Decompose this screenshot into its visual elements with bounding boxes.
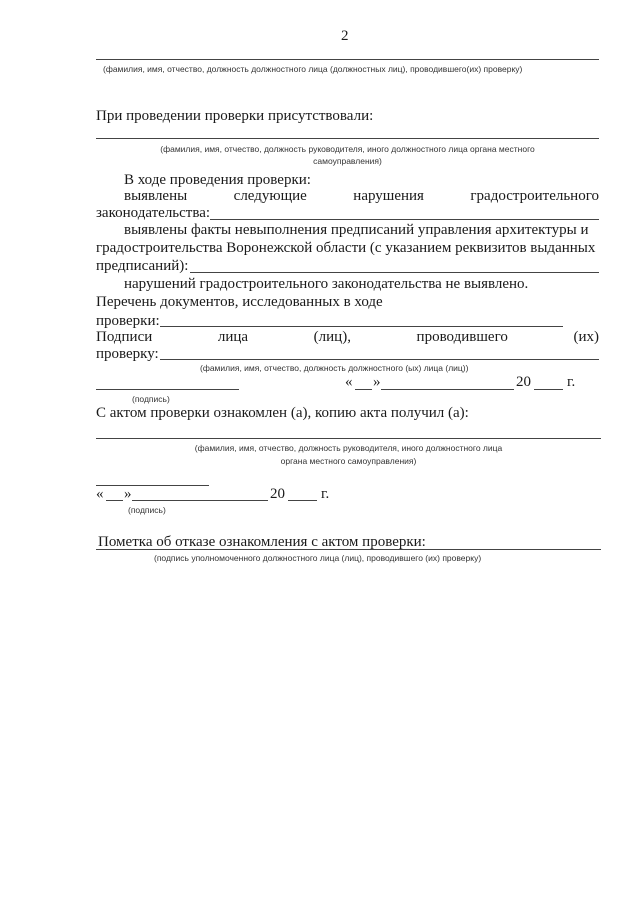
legislation-field-line[interactable] — [210, 219, 599, 220]
date-suffix: г. — [567, 374, 576, 390]
date-year-field[interactable] — [534, 389, 563, 390]
legislation-label: законодательства: — [96, 205, 211, 221]
acquainted-signature-line[interactable] — [96, 485, 209, 486]
present-heading: При проведении проверки присутствовали: — [96, 108, 374, 124]
orders-field-line[interactable] — [190, 272, 599, 273]
present-caption-2: самоуправления) — [313, 156, 382, 166]
refusal-field-line[interactable] — [96, 549, 601, 550]
date-open-quote: « — [96, 486, 104, 502]
date-close-quote: » — [373, 374, 381, 390]
signatures-word: (их) — [573, 329, 599, 345]
signatures-word: Подписи — [96, 329, 153, 345]
signatures-row — [96, 329, 599, 346]
signatures-word: (лиц), — [313, 329, 351, 345]
orders-line-3: предписаний): — [96, 258, 189, 274]
documents-label: проверки: — [96, 313, 160, 329]
signatures-caption: (фамилия, имя, отчество, должность должностного (ых) лица (лиц)) — [200, 363, 469, 373]
acquainted-heading: С актом проверки ознакомлен (а), копию акта получил (а): — [96, 405, 469, 421]
date-year-field[interactable] — [288, 500, 317, 501]
violations-row — [124, 188, 599, 205]
violations-word: градостроительного — [470, 188, 599, 204]
present-field-line[interactable] — [96, 138, 599, 139]
refusal-caption: (подпись уполномоченного должностного лица (лиц), проводившего (их) проверку) — [154, 553, 482, 563]
signatures-word: лица — [217, 329, 249, 345]
signatures-word: проводившего — [416, 329, 508, 345]
violations-word: следующие — [233, 188, 307, 204]
date-day-field[interactable] — [355, 389, 372, 390]
documents-field-line[interactable] — [160, 326, 563, 327]
date-day-field[interactable] — [106, 500, 123, 501]
acquainted-caption-1: (фамилия, имя, отчество, должность руководителя, иного должностного лица — [194, 443, 503, 453]
orders-line-1: выявлены факты невыполнения предписаний управления архитектуры и — [124, 222, 589, 238]
no-violations-text: нарушений градостроительного законодательства не выявлено. — [124, 276, 529, 292]
date-month-field[interactable] — [381, 389, 514, 390]
acquainted-signature-caption: (подпись) — [128, 505, 166, 515]
date-open-quote: « — [345, 374, 353, 390]
violations-word: нарушения — [353, 188, 424, 204]
page-number: 2 — [341, 28, 349, 44]
inspector-signature-caption: (подпись) — [132, 394, 170, 404]
inspector-field-line[interactable] — [96, 59, 599, 60]
documents-heading: Перечень документов, исследованных в ходе — [96, 294, 383, 310]
date-suffix: г. — [321, 486, 330, 502]
signatures-field-line[interactable] — [160, 359, 599, 360]
orders-line-2: градостроительства Воронежской области (с указанием реквизитов выданных — [96, 240, 596, 256]
acquainted-field-line[interactable] — [96, 438, 601, 439]
violations-word: выявлены — [124, 188, 188, 204]
date-close-quote: » — [124, 486, 132, 502]
acquainted-caption-2: органа местного самоуправления) — [280, 456, 417, 466]
refusal-heading: Пометка об отказе ознакомления с актом проверки: — [98, 534, 426, 550]
inspector-caption: (фамилия, имя, отчество, должность должностного лица (должностных лиц), проводившего(их) проверку) — [103, 64, 523, 74]
inspector-signature-line[interactable] — [96, 389, 239, 390]
date-year-prefix: 20 — [516, 374, 531, 390]
during-check-heading: В ходе проведения проверки: — [124, 172, 311, 188]
date-year-prefix: 20 — [270, 486, 285, 502]
signatures-label: проверку: — [96, 346, 159, 362]
present-caption-1: (фамилия, имя, отчество, должность руководителя, иного должностного лица органа местного — [160, 144, 535, 154]
date-month-field[interactable] — [132, 500, 268, 501]
